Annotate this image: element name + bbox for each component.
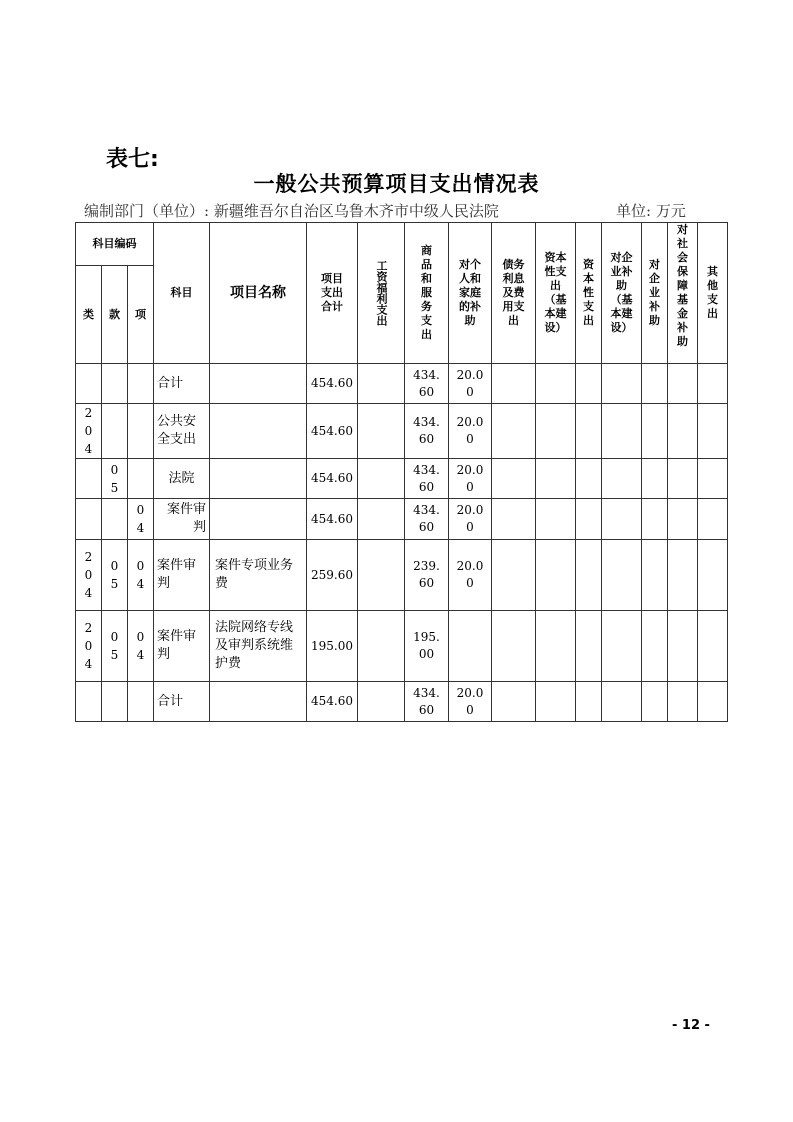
total-header: 项目支出合计 <box>307 223 358 364</box>
kuan-cell <box>102 682 128 722</box>
goods-cell: 434.60 <box>405 499 449 540</box>
table-row <box>76 540 728 611</box>
total-cell: 454.60 <box>307 364 358 404</box>
subject-cell: 合计 <box>154 682 210 722</box>
table-row <box>76 364 728 404</box>
xiang-cell <box>128 364 154 404</box>
social-security-header: 对社会保障基金补助 <box>668 223 698 364</box>
debt-header: 债务利息及费用支出 <box>492 223 536 364</box>
total-cell: 195.00 <box>307 611 358 682</box>
xiang-cell: 04 <box>128 499 154 540</box>
xiang-cell: 04 <box>128 540 154 611</box>
subject-cell: 合计 <box>154 364 210 404</box>
table-row <box>76 404 728 459</box>
kuan-cell <box>102 499 128 540</box>
other-header: 其他支出 <box>698 223 728 364</box>
salary-cell <box>358 540 405 611</box>
lei-cell <box>76 459 102 499</box>
project-name-cell: 案件专项业务费 <box>210 540 307 611</box>
kuan-cell: 05 <box>102 540 128 611</box>
capital-header: 资本性支出 <box>576 223 602 364</box>
lei-cell <box>76 364 102 404</box>
table-row <box>76 682 728 722</box>
subject-header: 科目 <box>154 223 210 364</box>
budget-table <box>75 222 728 722</box>
kuan-cell <box>102 404 128 459</box>
total-cell: 454.60 <box>307 499 358 540</box>
page-number: - 12 - <box>672 1018 710 1033</box>
personal-header: 对个人和家庭的补助 <box>449 223 492 364</box>
project-name-cell <box>210 404 307 459</box>
goods-cell: 434.60 <box>405 459 449 499</box>
kuan-cell: 05 <box>102 611 128 682</box>
goods-cell: 195.00 <box>405 611 449 682</box>
goods-cell: 434.60 <box>405 364 449 404</box>
lei-cell <box>76 682 102 722</box>
project-name-header: 项目名称 <box>210 223 307 364</box>
project-name-cell <box>210 459 307 499</box>
kuan-header: 款 <box>102 266 128 364</box>
xiang-header: 项 <box>128 266 154 364</box>
enterprise-basic-header: 对企业补助（基本建设） <box>602 223 642 364</box>
goods-cell: 434.60 <box>405 404 449 459</box>
lei-header: 类 <box>76 266 102 364</box>
xiang-cell <box>128 682 154 722</box>
lei-cell: 204 <box>76 540 102 611</box>
salary-cell <box>358 364 405 404</box>
lei-cell: 204 <box>76 404 102 459</box>
org-line: 编制部门（单位）: 新疆维吾尔自治区乌鲁木齐市中级人民法院 <box>84 202 499 220</box>
enterprise-header: 对企业补助 <box>642 223 668 364</box>
project-name-cell <box>210 499 307 540</box>
personal-cell: 20.00 <box>449 540 492 611</box>
total-cell: 454.60 <box>307 404 358 459</box>
salary-cell <box>358 404 405 459</box>
total-cell: 454.60 <box>307 682 358 722</box>
project-name-cell <box>210 682 307 722</box>
total-cell: 259.60 <box>307 540 358 611</box>
goods-cell: 434.60 <box>405 682 449 722</box>
kuan-cell: 05 <box>102 459 128 499</box>
salary-cell <box>358 682 405 722</box>
goods-header: 商品和服务支出 <box>405 223 449 364</box>
subject-cell: 公共安全支出 <box>154 404 210 459</box>
document-title: 一般公共预算项目支出情况表 <box>253 172 540 196</box>
table-row <box>76 459 728 499</box>
personal-cell: 20.00 <box>449 404 492 459</box>
subject-cell: 案件审判 <box>154 611 210 682</box>
lei-cell <box>76 499 102 540</box>
subject-cell: 案件审判 <box>154 540 210 611</box>
table-label: 表七: <box>106 147 159 172</box>
project-name-cell: 法院网络专线及审判系统维护费 <box>210 611 307 682</box>
table-row <box>76 499 728 540</box>
code-group-header: 科目编码 <box>76 223 154 266</box>
personal-cell: 20.00 <box>449 459 492 499</box>
project-name-cell <box>210 364 307 404</box>
personal-cell: 20.00 <box>449 499 492 540</box>
xiang-cell <box>128 404 154 459</box>
goods-cell: 239.60 <box>405 540 449 611</box>
xiang-cell: 04 <box>128 611 154 682</box>
salary-cell <box>358 499 405 540</box>
lei-cell: 204 <box>76 611 102 682</box>
kuan-cell <box>102 364 128 404</box>
table-row <box>76 611 728 682</box>
salary-cell <box>358 459 405 499</box>
salary-header: 工资福利支出 <box>358 223 405 364</box>
salary-cell <box>358 611 405 682</box>
subject-cell: 法院 <box>154 459 210 499</box>
personal-cell <box>449 611 492 682</box>
xiang-cell <box>128 459 154 499</box>
capital-basic-header: 资本性支出（基本建设） <box>536 223 576 364</box>
unit-line: 单位: 万元 <box>616 202 686 220</box>
personal-cell: 20.00 <box>449 682 492 722</box>
personal-cell: 20.00 <box>449 364 492 404</box>
subject-cell: 案件审判 <box>154 499 210 540</box>
total-cell: 454.60 <box>307 459 358 499</box>
